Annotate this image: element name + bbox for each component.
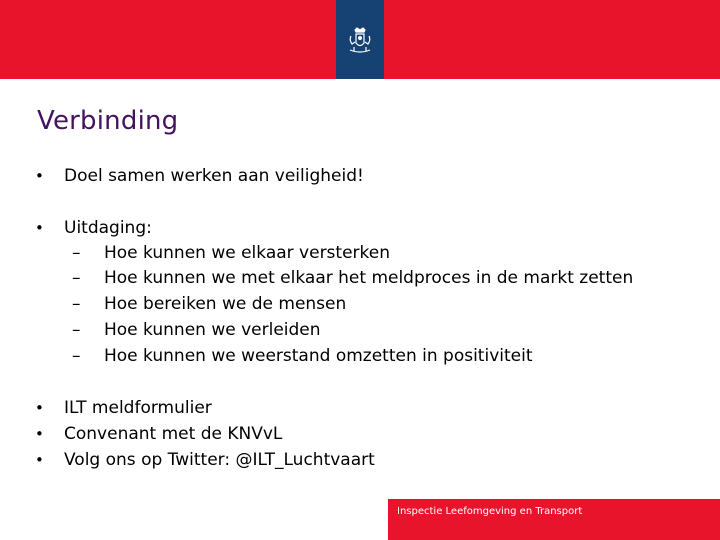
sub-item: Hoe kunnen we verleiden xyxy=(104,320,321,340)
bullet-marker: • xyxy=(35,219,44,237)
bullet-item: Uitdaging: xyxy=(64,218,152,238)
footer-label: Inspectie Leefomgeving en Transport xyxy=(397,506,583,517)
sub-item: Hoe kunnen we elkaar versterken xyxy=(104,243,391,263)
sub-item-marker: – xyxy=(72,268,81,288)
bullet-item: ILT meldformulier xyxy=(64,398,212,418)
bullet-marker: • xyxy=(35,399,44,417)
bullet-marker: • xyxy=(35,167,44,185)
sub-item-marker: – xyxy=(72,294,81,314)
bullet-marker: • xyxy=(35,425,44,443)
slide-title: Verbinding xyxy=(37,106,179,136)
sub-item: Hoe kunnen we met elkaar het meldproces in de markt zetten xyxy=(104,268,634,288)
sub-item: Hoe bereiken we de mensen xyxy=(104,294,347,314)
rijksoverheid-coat-of-arms-icon xyxy=(346,26,374,56)
logo-banner xyxy=(336,0,384,79)
bullet-marker: • xyxy=(35,451,44,469)
sub-item: Hoe kunnen we weerstand omzetten in positiviteit xyxy=(104,346,533,366)
bullet-item: Convenant met de KNVvL xyxy=(64,424,283,444)
sub-item-marker: – xyxy=(72,243,81,263)
bullet-item: Doel samen werken aan veiligheid! xyxy=(64,166,364,186)
sub-item-marker: – xyxy=(72,320,81,340)
bullet-item: Volg ons op Twitter: @ILT_Luchtvaart xyxy=(64,450,375,470)
sub-item-marker: – xyxy=(72,346,81,366)
